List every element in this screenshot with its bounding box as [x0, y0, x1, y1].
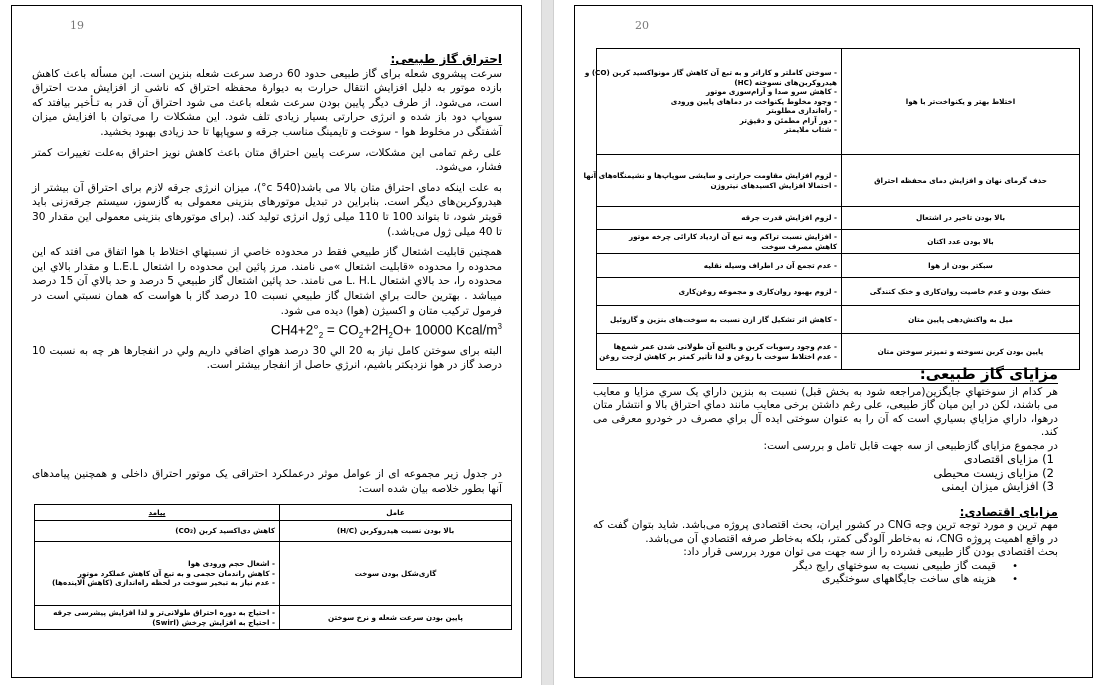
effect-cell — [583, 155, 842, 207]
econ-intro: بحث اقتصادی بودن گاز طبیعی فشرده را از سه جهت می توان مورد بررسی قرار داد: — [683, 546, 1058, 558]
paragraph: همچنین قابلیت اشتعال گاز طبیعي فقط در محدوده خاصي از نسبتهاي اختلاط با هوا اتفاق می افتد که این محدوده را محدوده «قابلیت اشتعال »می نامند. مرز پائین این محدوده را اشتعال L.E.L و مقدار بالاي این محدوده را، حد بالاي اشتعال L. H.L می نامند. حد پائین اشتعال گاز طبیعي 5 درصد و حد بالاي آن 15 درصد میباشد . بهترین حالت براي اشتعال گاز طبیعي نسبت 10 درصد گاز با هواست که همان نسبتي است در فرمول ترکیب متان و اکسیژن (هوا) دیده می شود. — [32, 246, 503, 317]
effect-line: - لزوم بهبود روان‌کاری و مجموعه روغن‌کاری — [678, 286, 837, 296]
factor-cell: حذف گرمای نهان و افزایش دمای محفظه احتراق — [842, 155, 1080, 207]
effect-cell — [597, 278, 842, 306]
effect-cell — [597, 334, 842, 370]
effect-cell — [35, 542, 280, 606]
effect-line: کاهش دی‌اکسید کربن (CO₂) — [175, 526, 275, 536]
formula-sub: 2 — [358, 331, 364, 341]
table-row — [35, 606, 512, 630]
factor-cell: بالا بودن عدد اکتان — [842, 230, 1080, 254]
formula-sub: 2 — [388, 331, 393, 341]
numbered-item: 1) مزایای اقتصادی — [963, 452, 1054, 466]
effect-line: - وجود مخلوط یکنواخت در دماهای پایین ورودی — [670, 96, 837, 106]
page-number: 19 — [70, 19, 84, 32]
table-row — [597, 207, 1080, 230]
effect-line: - کاهش راندمان حجمی و به تبع آن کاهش عملکرد موتور — [77, 568, 275, 578]
table-intro: در جدول زیر مجموعه ای از عوامل موثر درعملکرد احتراقی یک موتور احتراق داخلی و همچنین پیامدهای آنها بطور خلاصه بیان شده است: — [32, 468, 502, 495]
effect-line: - احتمالا افزایش اکسیدهای نیتروژن — [710, 180, 837, 190]
effect-line: - احتیاج به افزایش چرخش (Swirl) — [152, 617, 275, 627]
page-19-body — [32, 52, 502, 379]
numbered-item: 3) افزایش میزان ایمنی — [941, 479, 1054, 493]
effect-cell — [35, 521, 280, 542]
summary-line: در مجموع مزایای گازطبیعی از سه جهت قابل تامل و بررسی است: — [763, 439, 1058, 452]
formula-part: = CO — [323, 322, 359, 338]
document-page-20 — [574, 5, 1093, 678]
factor-cell: بالا بودن تاخیر در اشتعال — [842, 207, 1080, 230]
table-row — [597, 230, 1080, 254]
paragraph: سرعت پیشروی شعله برای گاز طبیعی حدود 60 درصد سرعت شعله بنزین است. این مسأله باعث کاهش بازده موتور به دلیل افزایش انتقال حرارت به دیوارهٔ محفظه احتراق که ناشی از افزایش مدت احتراق است، می‌شود. از طرف دیگر پایین بودن سرعت شعله باعث می شود احتراق آن قدر به تـأخیر بیافتد که سوپاپ دود باز شده و انرژی حرارتی بسیار زیادی تلف شود. این مشکلات را می‌توان با افزایش میزان آشفتگی در مخلوط هوا - سوخت و تایمینگ مناسب جرقه و سوپاپها تا حد زیادی بهبود بخشید. — [32, 67, 503, 138]
effect-cell — [584, 49, 842, 155]
header-factor: عامل — [280, 505, 512, 521]
section-heading: احتراق گاز طبیعی: — [390, 52, 502, 66]
factor-cell: بالا بودن نسبت هیدروکربن (H/C) — [280, 521, 512, 542]
bullet-list — [593, 560, 1058, 587]
effect-line: - عدم نیاز به تبخیر سوخت در لحظه راه‌اندازی (کاهش آلاینده‌ها) — [52, 578, 275, 588]
effect-cell — [597, 306, 842, 334]
factor-cell: میل به واکنش‌دهی پایین متان — [842, 306, 1080, 334]
effect-line: - سوختن کاملتر و کاراتر و به تبع آن کاهش گاز مونواکسید کربن (CO) و — [584, 67, 837, 77]
table-row — [597, 155, 1080, 207]
formula-sup: 3 — [497, 322, 502, 332]
header-effect: پیامد — [35, 505, 280, 521]
effect-line: هیدروکربن‌های نسوخته (HC) — [734, 77, 837, 87]
page-number: 20 — [635, 19, 649, 32]
table-row — [597, 49, 1080, 155]
factor-cell: گازی‌شکل بودن سوخت — [280, 542, 512, 606]
formula-part: CH4+2° — [270, 322, 319, 338]
table-header-row — [35, 505, 512, 521]
effect-line: - عدم اختلاط سوخت با روغن و لذا تأثیر کمتر بر کاهش لزجت روغن — [599, 351, 837, 361]
factor-cell: پایین بودن کربن نسوخته و تمیزتر سوختن متان — [842, 334, 1080, 370]
bullet-item: • هزینه های ساخت جایگاههای سوختگیری — [593, 573, 1018, 587]
numbered-item: 2) مزایای زیست محیطی — [933, 465, 1054, 480]
formula-part: +2H — [363, 322, 389, 338]
table-row — [35, 542, 512, 606]
effect-line: - شتاب ملایمتر — [784, 125, 837, 135]
effect-line: - افزایش نسبت تراکم وبه تبع آن ازدیاد کارائی چرخه موتور — [629, 232, 837, 241]
effect-cell — [35, 606, 280, 630]
factors-table — [34, 504, 512, 630]
table-row — [35, 521, 512, 542]
factor-cell: خشک بودن و عدم خاصیت روان‌کاری و خنک کنندگی — [842, 278, 1080, 306]
factors-table-continued — [583, 48, 1080, 370]
effect-line: - عدم وجود رسوبات کربن و بالتبع آن طولانی شدن عمر شمع‌ها — [613, 342, 837, 352]
effect-cell — [597, 254, 842, 278]
effect-cell — [597, 207, 842, 230]
factor-cell: پایین بودن سرعت شعله و نرخ سوختن — [280, 606, 512, 630]
paragraph: به علت اینکه دمای احتراق متان بالا می باشد(540 c°)، میزان انرژی جرقه لازم برای احتراق آن بیشتر از هیدروکربن‌های دیگر است. بنابراین در تبدیل موتورهای بنزینی معمولی به گازسوز، سیستم جرقه‌زنی باید قویتر شود، تا بتواند 100 تا 110 میلی ژول انرژی تولید کند. (برای موتورهای بنزینی معمولی این مقدار 30 تا 40 میلی ژول می‌باشد.) — [32, 181, 503, 238]
effect-line: - دور آرام مطمئن و دقیق‌تر — [739, 115, 837, 125]
effect-line: - عدم تجمع آن در اطراف وسیله نقلیه — [703, 260, 837, 270]
paragraph: البته برای سوختن کامل نیاز به 20 الي 30 درصد هواي اضافي داریم ولي در انفجارها هر چه به نسبت 10 درصد گاز در هوا نزدیکتر باشیم، انرژي حاصل از انفجار بیشتر است. — [32, 344, 502, 372]
effect-line: - کاهش اثر تشکیل گاز ازن نسبت به سوخت‌های بنزین و گازوئیل — [610, 314, 837, 324]
factor-cell: سبکتر بودن از هوا — [842, 254, 1080, 278]
table-row — [597, 254, 1080, 278]
effect-line: - احتیاج به دوره احتراق طولانی‌تر و لذا افزایش پیشرسی جرقه — [53, 608, 275, 617]
natural-gas-advantages-section — [593, 365, 1058, 587]
table-row — [597, 306, 1080, 334]
document-page-19 — [11, 5, 522, 678]
formula-sub: 2 — [318, 331, 324, 341]
factor-cell: اختلاط بهتر و یکنواخت‌تر با هوا — [842, 49, 1080, 155]
spacer — [593, 494, 1058, 506]
bullet-item: • قیمت گاز طبیعی نسبت به سوختهای رایج دیگر — [593, 560, 1018, 574]
page-gutter — [541, 0, 554, 685]
chemical-formula — [32, 320, 502, 344]
effect-line: - کاهش سرو صدا و آرام‌سوزی موتور — [706, 87, 837, 97]
paragraph: هر کدام از سوختهاي جایگزین(مراجعه شود به بخش قبل) نسبت به بنزین داراي یک سري مزایا و معایب می باشند، لکن در این میان گاز طبیعی، علی رغم داشتن برخی معایب مانند دماي احتراق بالا و انتشار متان درهوا، داراي مزایاي بسیاري است که آن را به عنوان سوختی ایده آل براي مصرف در خودرو معرفی می کند. — [593, 385, 1058, 438]
paragraph: مهم ترین و مورد توجه ترین وجه CNG در کشور ایران، بحث اقتصادی پروژه می‌باشد. شاید بتوان گفت که در واقع اهمیت پروژه CNG، نه به‌خاطر آلودگی کمتر، بلکه به‌خاطر صرفه اقتصادي آن می‌باشد. — [593, 519, 1058, 545]
effect-line: - لزوم افزایش مقاومت حرارتی و سایشی سوپاپ‌ها و نشیمنگاه‌های آنها — [583, 170, 837, 180]
effect-line: - لزوم افزایش قدرت جرقه — [741, 213, 837, 223]
effect-line: کاهش مصرف سوخت — [761, 241, 837, 251]
effect-cell — [597, 230, 842, 254]
section-heading: مزایای گاز طبیعی: — [593, 368, 1058, 384]
table-row — [597, 278, 1080, 306]
effect-line: - راه‌اندازی مطلوبتر — [766, 106, 837, 116]
economic-heading: مزایای اقتصادی: — [959, 504, 1058, 519]
formula-part: O+ 10000 Kcal/m — [392, 322, 498, 338]
effect-line: - اشغال حجم ورودی هوا — [188, 559, 275, 569]
paragraph: علی رغم تمامی این مشکلات، سرعت پایین احتراق متان باعث کاهش نویز احتراق به‌علت تغییرات کمتر فشار، می‌شود. — [32, 146, 502, 174]
